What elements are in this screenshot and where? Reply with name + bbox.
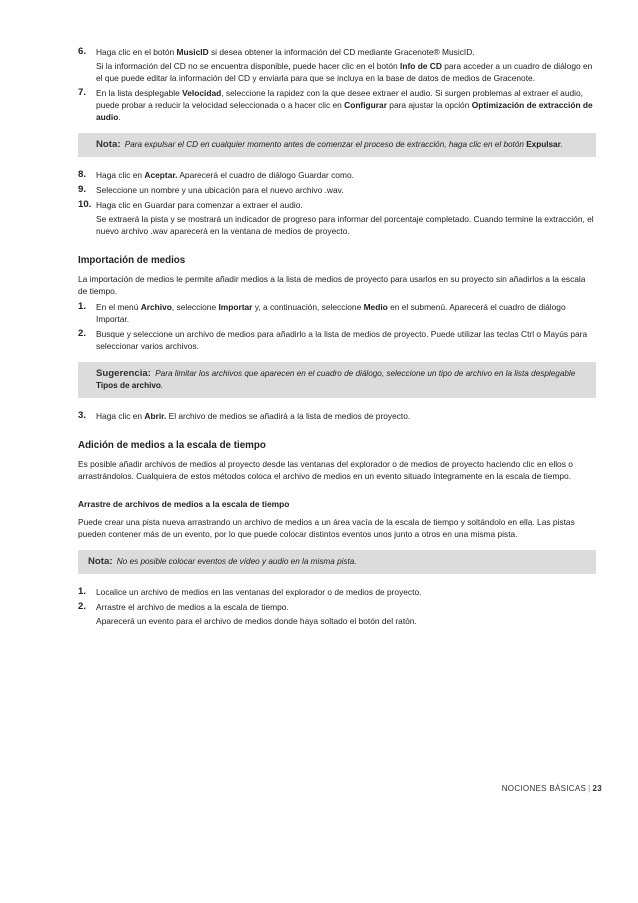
step-10: 10. Haga clic en Guardar para comenzar a extraer el audio. [78, 199, 303, 210]
step-number: 2. [78, 601, 87, 612]
section-title-import: Importación de medios [78, 255, 186, 266]
step-number: 7. [78, 87, 87, 98]
tip-box-file-types: Sugerencia: Para limitar los archivos que aparecen en el cuadro de diálogo, seleccione un tipo de archivo en la lista desplegable Tipos de archivo. [78, 362, 596, 398]
step-6: 6. Haga clic en el botón MusicID si desea obtener la información del CD mediante Gracenote® MusicID. [78, 46, 475, 57]
document-page [78, 46, 596, 630]
subsection-title-drag: Arrastre de archivos de medios a la escala de tiempo [78, 499, 290, 509]
step-10-detail: Se extraerá la pista y se mostrará un indicador de progreso para informar del porcentaje completado. Cuando termine la extracción, el nuevo archivo .wav aparecerá en la ventana de medios de proyecto. [96, 214, 594, 236]
drag-step-2-detail: Aparecerá un evento para el archivo de medios donde haya soltado el botón del ratón. [96, 616, 417, 626]
step-number: 1. [78, 301, 87, 312]
step-6-detail: Si la información del CD no se encuentra disponible, puede hacer clic en el botón Info de CD para acceder a un cuadro de diálogo en el que puede editar la información del CD y enviarla para que se incluya en la base de datos de medios de Gracenote. [96, 61, 593, 83]
section-title-timeline: Adición de medios a la escala de tiempo [78, 440, 266, 451]
note-label: Nota: [88, 556, 113, 567]
subsection-intro: Puede crear una pista nueva arrastrando un archivo de medios a un área vacía de la escala de tiempo y soltándolo en ella. Las pistas pueden contener más de un evento, por lo que puede colocar distintos eventos unos junto a otros en una misma pista. [78, 517, 575, 539]
drag-step-1: 1. Localice un archivo de medios en las ventanas del explorador o de medios de proyecto. [78, 586, 422, 597]
step-number: 8. [78, 169, 87, 180]
step-7: 7. En la lista desplegable Velocidad, seleccione la rapidez con la que desee extraer el audio. Si surgen problemas al extraer el audio, puede probar a reducir la velocidad seleccionada o a hacer clic en Configurar para ajustar la opción Optimización de extracción de audio. [78, 87, 593, 122]
step-number: 3. [78, 410, 87, 421]
section-intro: La importación de medios le permite añadir medios a la lista de medios de proyecto para usarlos en su proyecto sin añadirlos a la escala de tiempo. [78, 274, 586, 296]
page-footer [502, 784, 602, 793]
note-box-eject: Nota: Para expulsar el CD en cualquier momento antes de comenzar el proceso de extracción, haga clic en el botón Expulsar. [78, 133, 596, 157]
step-number: 10. [78, 199, 92, 210]
step-number: 9. [78, 184, 87, 195]
page-number: 23 [592, 784, 602, 793]
note-box-tracks: Nota: No es posible colocar eventos de vídeo y audio en la misma pista. [78, 550, 596, 574]
drag-step-2: 2. Arrastre el archivo de medios a la escala de tiempo. [78, 601, 289, 612]
section-intro: Es posible añadir archivos de medios al proyecto desde las ventanas del explorador o de medios de proyecto haciendo clic en ellos o arrastrándolos. Cualquiera de estos métodos coloca el archivo de medios en un evento situado íntegramente en la escala de tiempo. [78, 459, 573, 481]
footer-chapter: NOCIONES BÁSICAS [501, 784, 587, 793]
import-step-2: 2. Busque y seleccione un archivo de medios para añadirlo a la lista de medios de proyecto. Puede utilizar las teclas Ctrl o Mayús para seleccionar varios archivos. [78, 328, 588, 351]
import-step-3: 3. Haga clic en Abrir. El archivo de medios se añadirá a la lista de medios de proyecto. [78, 410, 411, 421]
footer-separator: | [588, 784, 591, 793]
step-number: 1. [78, 586, 87, 597]
step-number: 6. [78, 46, 87, 57]
step-8: 8. Haga clic en Aceptar. Aparecerá el cuadro de diálogo Guardar como. [78, 169, 354, 180]
step-number: 2. [78, 328, 87, 339]
step-9: 9. Seleccione un nombre y una ubicación para el nuevo archivo .wav. [78, 184, 344, 195]
import-step-1: 1. En el menú Archivo, seleccione Importar y, a continuación, seleccione Medio en el submenú. Aparecerá el cuadro de diálogo Importar. [78, 301, 566, 324]
tip-label: Sugerencia: [96, 368, 151, 379]
note-label: Nota: [96, 139, 121, 150]
